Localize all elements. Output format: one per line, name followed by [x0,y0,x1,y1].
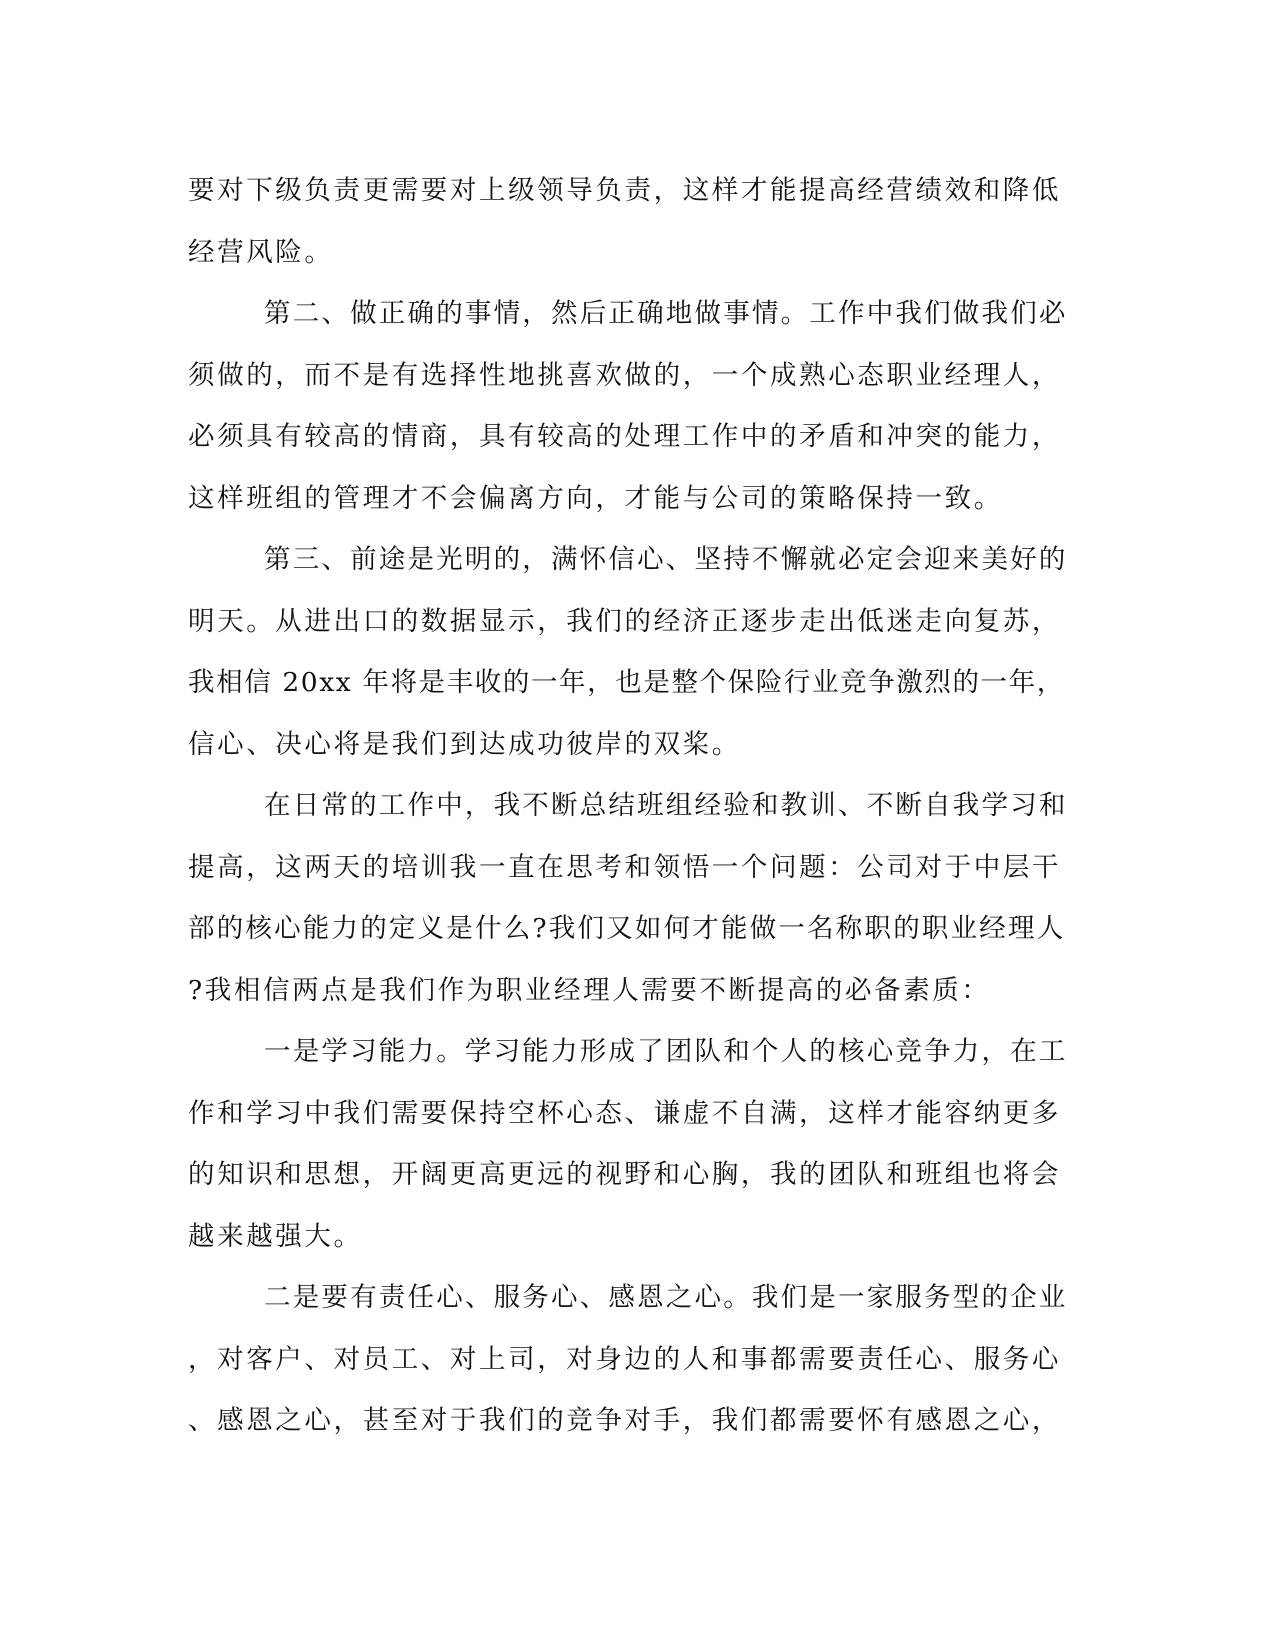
text-line: ，对客户、对员工、对上司，对身边的人和事都需要责任心、服务心 [188,1343,1061,1375]
text-line: 、感恩之心，甚至对于我们的竞争对手，我们都需要怀有感恩之心， [188,1405,1061,1436]
text-line: 第三、前途是光明的，满怀信心、坚持不懈就必定会迎来美好的 [264,544,1068,575]
text-line: 须做的，而不是有选择性地挑喜欢做的，一个成熟心态职业经理人， [188,359,1061,391]
text-line: 信心、决心将是我们到达成功彼岸的双桨。 [188,728,741,760]
text-line: 提高，这两天的培训我一直在思考和领悟一个问题：公司对于中层干 [188,851,1061,883]
text-line: ?我相信两点是我们作为职业经理人需要不断提高的必备素质： [188,974,991,1006]
text-line: 的知识和思想，开阔更高更远的视野和心胸，我的团队和班组也将会 [188,1159,1061,1190]
text-line: 作和学习中我们需要保持空杯心态、谦虚不自满，这样才能容纳更多 [188,1097,1061,1129]
text-line: 越来越强大。 [188,1220,363,1252]
text-line: 第二、做正确的事情，然后正确地做事情。工作中我们做我们必 [264,298,1068,329]
text-line: 二是要有责任心、服务心、感恩之心。我们是一家服务型的企业 [264,1282,1068,1313]
text-line: 明天。从进出口的数据显示，我们的经济正逐步走出低迷走向复苏， [188,605,1061,637]
text-line: 必须具有较高的情商，具有较高的处理工作中的矛盾和冲突的能力， [188,421,1061,452]
text-line: 一是学习能力。学习能力形成了团队和个人的核心竞争力，在工 [264,1036,1068,1067]
document-body [188,160,1068,1452]
text-line: 在日常的工作中，我不断总结班组经验和教训、不断自我学习和 [264,790,1068,821]
text-line: 部的核心能力的定义是什么?我们又如何才能做一名称职的职业经理人 [188,913,1066,944]
text-line: 要对下级负责更需要对上级领导负责，这样才能提高经营绩效和降低 [188,175,1061,206]
text-line: 这样班组的管理才不会偏离方向，才能与公司的策略保持一致。 [188,482,1003,514]
text-line: 我相信 20xx 年将是丰收的一年，也是整个保险行业竞争激烈的一年， [188,667,1065,698]
text-line: 经营风险。 [188,236,334,268]
